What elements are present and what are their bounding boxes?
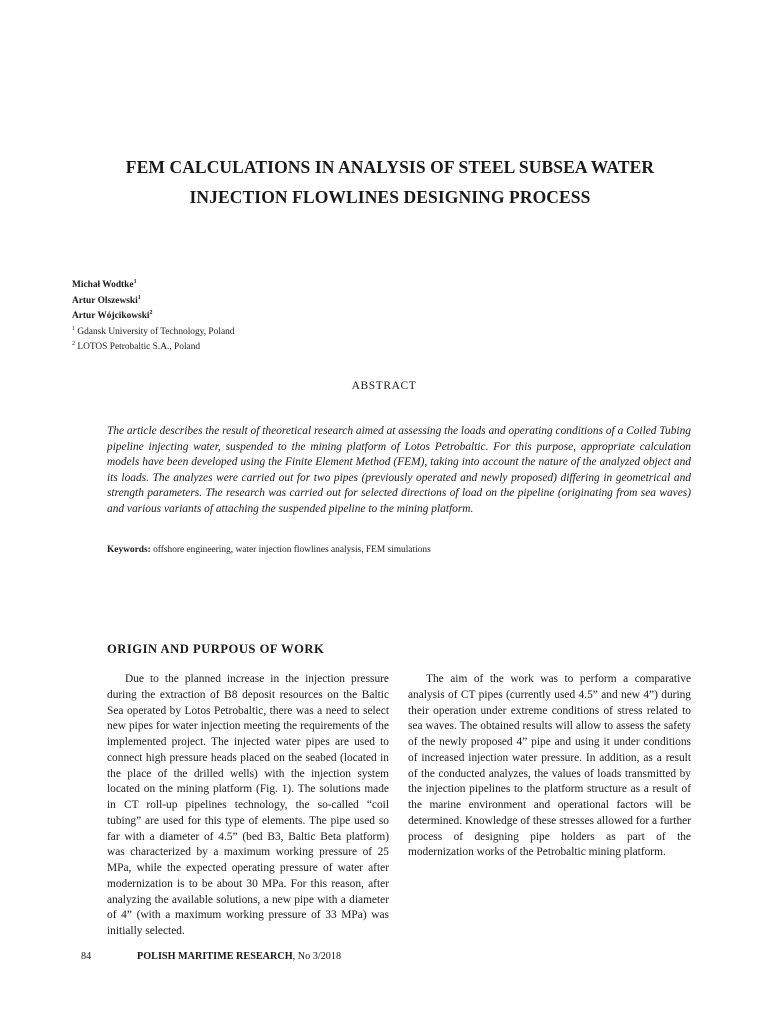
keywords-text: offshore engineering, water injection flowlines analysis, FEM simulations [150, 545, 431, 555]
author-2: Artur Olszewski$^1$ [72, 294, 141, 306]
paper-title [90, 152, 690, 212]
right-column-paragraph: The aim of the work was to perform a comparative analysis of CT pipes (currently used 4.5” and new 4”) during their operation under extreme conditions of stress related to sea waves. The obtained results will allow to assess the safety of the newly proposed 4” pipe and using it under conditions of increased injection water pressure. In addition, as a result of the conducted analyzes, the values of loads transmitted by the injection pipelines to the platform structure as a result of the marine environment and operational factors will be determined. Knowledge of these stresses allowed for a further process of designing pipe holders as part of the modernization works of the Petrobaltic mining platform. [408, 673, 691, 859]
keywords-line [107, 544, 691, 556]
title-line-2: INJECTION FLOWLINES DESIGNING PROCESS [189, 187, 591, 207]
abstract-text: The article describes the result of theoretical research aimed at assessing the loads and operating conditions of a Coiled Tubing pipeline injecting water, suspended to the mining platform of Lotos Petrobaltic. For this purpose, appropriate calculation models have been developed using the Finite Element Method (FEM), taking into account the nature of the analyzed object and its loads. The analyzes were carried out for two pipes (previously operated and newly proposed) differing in geometrical and strength parameters. The research was carried out for selected directions of load on the pipeline (originating from sea waves) and various variants of attaching the suspended pipeline to the mining platform. [107, 425, 691, 515]
abstract-heading: ABSTRACT [351, 380, 417, 392]
left-column-paragraph: Due to the planned increase in the injection pressure during the extraction of B8 deposit resources on the Baltic Sea operated by Lotos Petrobaltic, there was a need to select new pipes for water injection meeting the requirements of the implemented project. The injected water pipes are used to connect high pressure heads placed on the seabed (located in the place of the drilled wells) with the injection system located on the mining platform (Fig. 1). The solutions made in CT roll-up pipelines technology, the so-called “coil tubing” are used for this type of elements. The pipe used so far with a diameter of 4.5” (bed B3, Baltic Beta platform) was characterized by a maximum working pressure of 25 MPa, while the expected operating pressure of water after modernization is to be about 30 MPa. For this reason, after analyzing the available solutions, a new pipe with a diameter of 4” (with a maximum working pressure of 33 MPa) was initially selected. [107, 673, 389, 937]
journal-name: POLISH MARITIME RESEARCH [137, 951, 293, 962]
author-block [72, 278, 234, 356]
keywords-label: Keywords: [107, 545, 151, 555]
title-line-1: FEM CALCULATIONS IN ANALYSIS OF STEEL SUBSEA WATER [125, 157, 655, 177]
author-1: Michał Wodtke$^1$ [72, 278, 137, 290]
journal-citation [137, 951, 341, 962]
affiliation-1: $^1$ Gdansk University of Technology, Poland [72, 325, 235, 337]
journal-issue: , No 3/2018 [292, 951, 342, 962]
section-heading: ORIGIN AND PURPOUS OF WORK [107, 642, 325, 656]
page-number: 84 [81, 951, 92, 962]
author-3: Artur Wójcikowski$^2$ [72, 309, 153, 321]
affiliation-2: $^2$ LOTOS Petrobaltic S.A., Poland [72, 340, 201, 352]
